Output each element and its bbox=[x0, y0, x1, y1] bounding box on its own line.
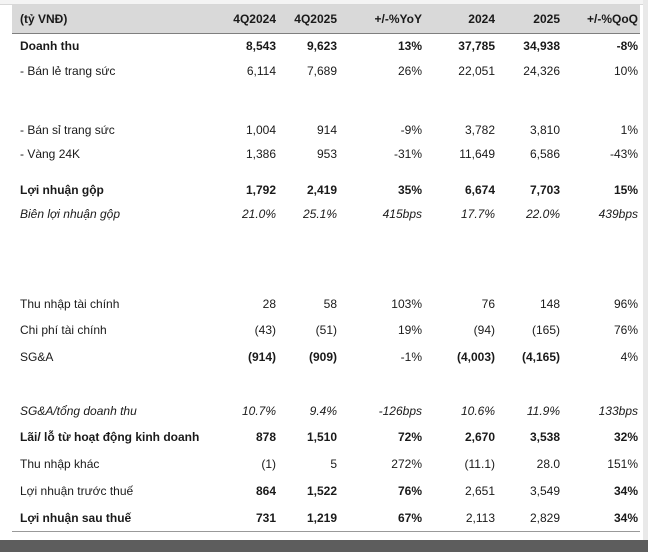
cell-4q2025: 953 bbox=[316, 146, 337, 161]
cell-4q2025: 58 bbox=[323, 296, 337, 311]
cell-2025: 11.9% bbox=[526, 403, 560, 418]
cell-2025: (4,165) bbox=[521, 349, 560, 364]
cell-2024: 76 bbox=[481, 296, 495, 311]
header-qoq: +/-%QoQ bbox=[560, 5, 640, 34]
cell-yoy: 26% bbox=[397, 63, 422, 78]
cell-yoy: 13% bbox=[397, 38, 422, 53]
cell-2024: 10.6% bbox=[460, 403, 495, 418]
cell-yoy: 76% bbox=[397, 484, 422, 498]
cell-2024: 6,674 bbox=[464, 182, 495, 197]
cell-2024: (94) bbox=[473, 322, 495, 337]
row-sga bbox=[12, 343, 640, 371]
cell-4q2025: (51) bbox=[315, 322, 337, 337]
cell-4q2024: 8,543 bbox=[245, 38, 276, 53]
header-4q2024: 4Q2024 bbox=[218, 5, 276, 34]
cell-qoq: 15% bbox=[613, 182, 638, 197]
cell-4q2025: (909) bbox=[308, 349, 337, 364]
cell-yoy: 272% bbox=[391, 457, 422, 471]
row-label: Chi phí tài chính bbox=[20, 322, 107, 337]
spacer-row bbox=[12, 226, 640, 291]
cell-4q2024: 10.7% bbox=[241, 403, 276, 418]
header-2025: 2025 bbox=[495, 5, 560, 34]
row-label: Thu nhập tài chính bbox=[20, 296, 120, 311]
row-label: SG&A/tổng doanh thu bbox=[20, 403, 137, 418]
row-gold-24k bbox=[12, 142, 640, 166]
cell-4q2025: 7,689 bbox=[306, 63, 337, 78]
cell-4q2024: (43) bbox=[254, 322, 276, 337]
cell-yoy: -31% bbox=[393, 146, 422, 161]
cell-4q2024: 1,792 bbox=[245, 182, 276, 197]
cell-yoy: 72% bbox=[397, 430, 422, 444]
row-other-income bbox=[12, 451, 640, 478]
row-label: Lãi/ lỗ từ hoạt động kinh doanh bbox=[20, 430, 200, 444]
cell-2025: 22.0% bbox=[525, 206, 560, 221]
cell-2025: 24,326 bbox=[523, 63, 560, 78]
cell-qoq: 151% bbox=[607, 457, 638, 471]
row-label: - Vàng 24K bbox=[20, 146, 81, 161]
cell-4q2025: 914 bbox=[316, 122, 337, 137]
cell-2025: 3,810 bbox=[529, 122, 560, 137]
cell-4q2025: 9.4% bbox=[309, 403, 337, 418]
cell-qoq: -8% bbox=[616, 38, 638, 53]
cell-2024: 17.7% bbox=[460, 206, 495, 221]
spacer-row bbox=[12, 166, 640, 178]
bottom-band bbox=[0, 540, 648, 552]
row-label: SG&A bbox=[20, 349, 54, 364]
row-wholesale-jewelry bbox=[12, 118, 640, 142]
row-gross-margin bbox=[12, 202, 640, 226]
cell-4q2025: 2,419 bbox=[306, 182, 337, 197]
header-unit: (tỷ VNĐ) bbox=[12, 5, 218, 34]
row-operating-profit bbox=[12, 424, 640, 451]
financial-table bbox=[12, 5, 640, 532]
cell-2025: 3,538 bbox=[529, 430, 560, 444]
cell-yoy: 103% bbox=[391, 296, 422, 311]
row-label: Thu nhập khác bbox=[20, 457, 100, 471]
row-financial-expense bbox=[12, 317, 640, 343]
cell-2024: 11,649 bbox=[459, 146, 495, 161]
cell-yoy: -126bps bbox=[378, 403, 422, 418]
cell-4q2025: 1,510 bbox=[306, 430, 337, 444]
cell-2024: (4,003) bbox=[456, 349, 495, 364]
cell-4q2024: (1) bbox=[261, 457, 276, 471]
cell-4q2024: 878 bbox=[255, 430, 276, 444]
cell-2024: 2,651 bbox=[464, 484, 495, 498]
header-4q2025: 4Q2025 bbox=[276, 5, 337, 34]
cell-qoq: 1% bbox=[620, 122, 638, 137]
row-label: Lợi nhuận sau thuế bbox=[12, 505, 218, 532]
row-gross-profit bbox=[12, 178, 640, 202]
cell-qoq: 76% bbox=[613, 322, 638, 337]
cell-yoy: 35% bbox=[397, 182, 422, 197]
cell-4q2024: 731 bbox=[218, 505, 276, 532]
cell-4q2024: (914) bbox=[247, 349, 276, 364]
row-label: Lợi nhuận trước thuế bbox=[20, 484, 134, 498]
cell-2024: 37,785 bbox=[458, 38, 495, 53]
row-profit-before-tax bbox=[12, 478, 640, 505]
row-label: Doanh thu bbox=[20, 38, 80, 53]
cell-2024: (11.1) bbox=[464, 457, 495, 471]
cell-yoy: -9% bbox=[400, 122, 422, 137]
cell-qoq: 32% bbox=[613, 430, 638, 444]
cell-2024: 2,113 bbox=[422, 505, 495, 532]
spacer-row bbox=[12, 371, 640, 398]
cell-2025: 148 bbox=[539, 296, 560, 311]
cell-4q2025: 5 bbox=[330, 457, 337, 471]
cell-4q2025: 25.1% bbox=[302, 206, 337, 221]
cell-4q2024: 28 bbox=[262, 296, 276, 311]
cell-yoy: 67% bbox=[337, 505, 422, 532]
header-2024: 2024 bbox=[422, 5, 495, 34]
cell-qoq: -43% bbox=[609, 146, 638, 161]
right-edge-shadow bbox=[643, 0, 648, 552]
row-profit-after-tax bbox=[12, 505, 640, 532]
cell-2024: 2,670 bbox=[464, 430, 495, 444]
cell-4q2025: 1,522 bbox=[306, 484, 337, 498]
cell-4q2024: 1,004 bbox=[245, 122, 276, 137]
row-label: - Bán sỉ trang sức bbox=[20, 122, 115, 137]
cell-qoq: 34% bbox=[560, 505, 640, 532]
spacer-row bbox=[12, 84, 640, 118]
cell-2025: 7,703 bbox=[529, 182, 560, 197]
cell-yoy: 19% bbox=[397, 322, 422, 337]
row-revenue bbox=[12, 34, 640, 58]
cell-qoq: 10% bbox=[613, 63, 638, 78]
cell-2025: 6,586 bbox=[529, 146, 560, 161]
row-label: Lợi nhuận gộp bbox=[20, 182, 104, 197]
cell-4q2025: 9,623 bbox=[306, 38, 337, 53]
cell-4q2024: 864 bbox=[255, 484, 276, 498]
cell-2025: 28.0 bbox=[536, 457, 560, 471]
cell-qoq: 34% bbox=[613, 484, 638, 498]
cell-yoy: -1% bbox=[400, 349, 422, 364]
cell-4q2024: 6,114 bbox=[246, 63, 276, 78]
cell-2025: (165) bbox=[531, 322, 560, 337]
cell-4q2024: 1,386 bbox=[245, 146, 276, 161]
table-header-row bbox=[12, 5, 640, 34]
cell-4q2025: 1,219 bbox=[276, 505, 337, 532]
cell-2024: 3,782 bbox=[464, 122, 495, 137]
row-sga-ratio bbox=[12, 398, 640, 424]
row-label: Biên lợi nhuận gộp bbox=[20, 206, 120, 221]
cell-2025: 34,938 bbox=[523, 38, 560, 53]
cell-qoq: 96% bbox=[613, 296, 638, 311]
row-financial-income bbox=[12, 291, 640, 317]
cell-qoq: 439bps bbox=[598, 206, 638, 221]
header-yoy: +/-%YoY bbox=[337, 5, 422, 34]
cell-2025: 2,829 bbox=[495, 505, 560, 532]
cell-yoy: 415bps bbox=[382, 206, 422, 221]
cell-2024: 22,051 bbox=[458, 63, 495, 78]
cell-2025: 3,549 bbox=[529, 484, 560, 498]
cell-4q2024: 21.0% bbox=[241, 206, 276, 221]
cell-qoq: 4% bbox=[620, 349, 638, 364]
row-retail-jewelry bbox=[12, 58, 640, 84]
cell-qoq: 133bps bbox=[598, 403, 638, 418]
row-label: - Bán lẻ trang sức bbox=[20, 63, 116, 78]
